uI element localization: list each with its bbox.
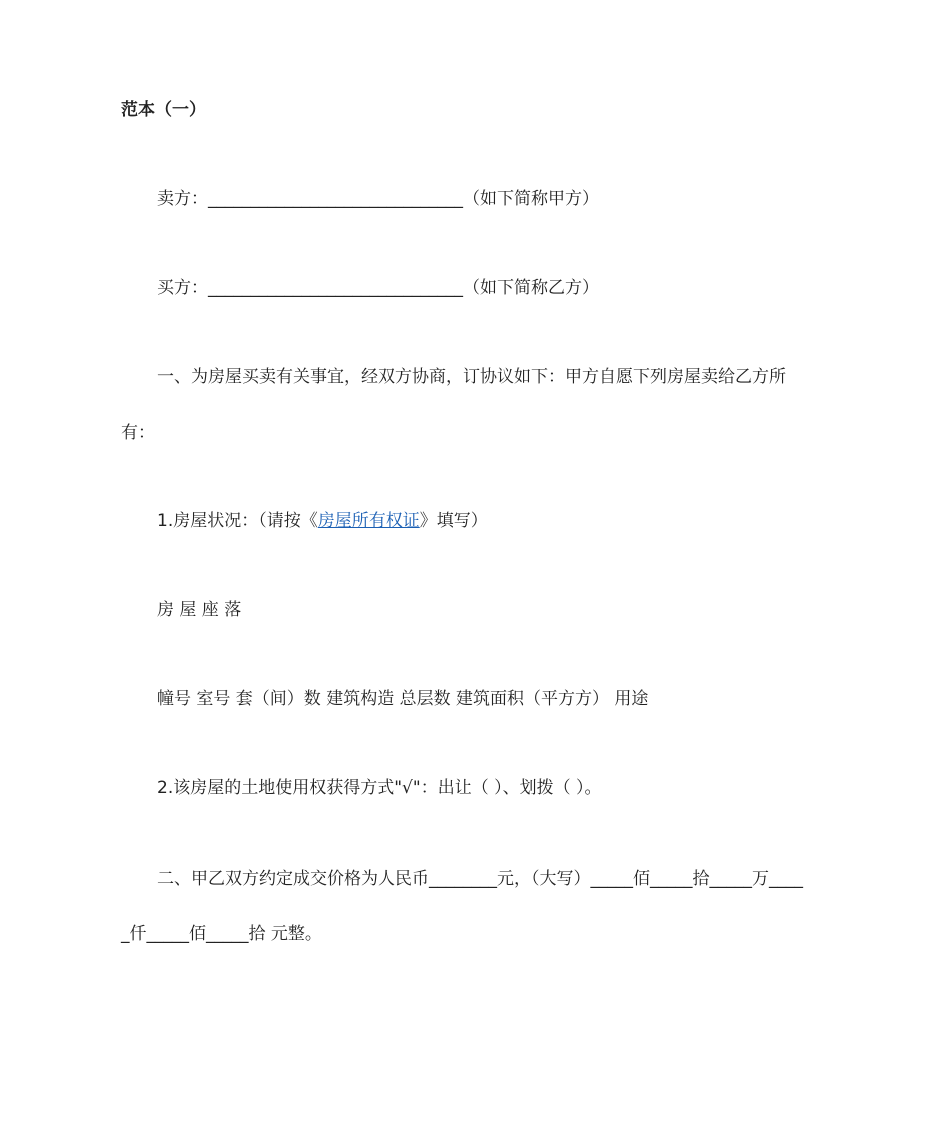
- clause-2-line-2: _仟_____佰_____拾 元整。: [121, 924, 322, 944]
- buyer-line: 买方：______________________________（如下简称乙方）: [157, 278, 599, 298]
- item-2-land-use: 2.该房屋的土地使用权获得方式"√"：出让（ ）、划拨（ ）。: [157, 778, 602, 798]
- item-1-house-status: [157, 510, 488, 532]
- house-fields-row: 幢号 室号 套（间）数 建筑构造 总层数 建筑面积（平方方） 用途: [157, 689, 649, 709]
- seller-line: 卖方：______________________________（如下简称甲方）: [157, 189, 599, 209]
- document-title: 范本（一）: [121, 100, 206, 120]
- clause-2-line-1: 二、甲乙双方约定成交价格为人民币________元，（大写）_____佰_____拾_____万____: [157, 869, 803, 889]
- item-1-suffix: 》填写）: [419, 511, 488, 531]
- clause-1-line-1: 一、为房屋买卖有关事宜，经双方协商，订协议如下：甲方自愿下列房屋卖给乙方所: [157, 367, 786, 387]
- clause-1-line-2: 有：: [121, 423, 155, 443]
- property-certificate-link[interactable]: 房屋所有权证: [317, 511, 420, 531]
- house-location-label: 房 屋 座 落: [157, 600, 242, 620]
- item-1-prefix: 1.房屋状况：（请按《: [157, 511, 318, 531]
